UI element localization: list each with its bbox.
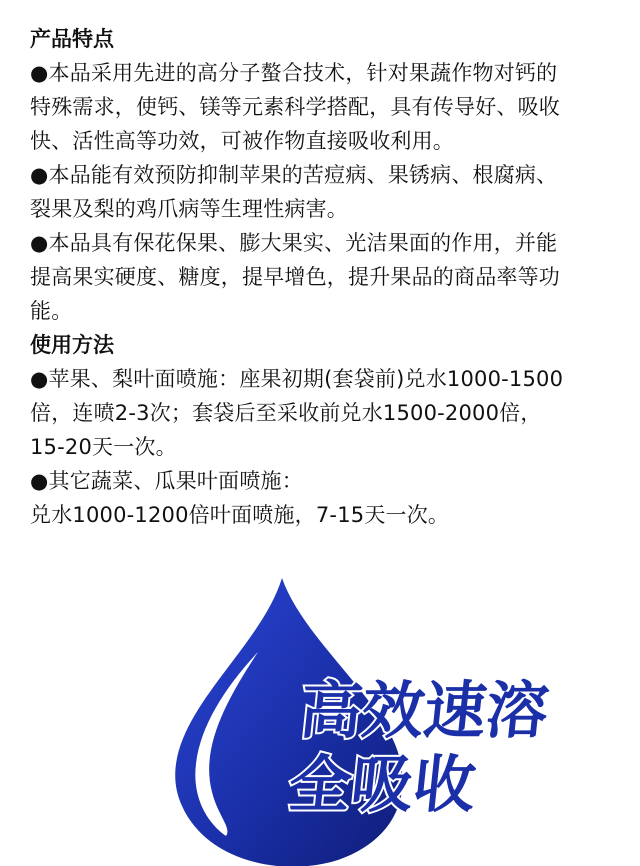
banner-line-2: 全吸收	[285, 748, 480, 821]
usage-paragraph-1	[30, 362, 626, 464]
features-paragraph-3	[30, 226, 626, 328]
text-line: 快、活性高等功效，可被作物直接吸收利用。	[30, 129, 454, 153]
product-description	[30, 22, 626, 532]
text-line: 兑水1000-1200倍叶面喷施，7-15天一次。	[30, 503, 450, 527]
water-drop-graphic	[0, 560, 640, 866]
text-line: ●苹果、梨叶面喷施：座果初期(套袋前)兑水1000-1500	[30, 367, 564, 391]
features-paragraph-1	[30, 56, 626, 158]
features-paragraph-2	[30, 158, 626, 226]
water-drop-icon	[0, 560, 640, 866]
banner-line-1: 高效速溶	[296, 674, 552, 747]
text-line: 特殊需求，使钙、镁等元素科学搭配，具有传导好、吸收	[30, 95, 560, 119]
text-line: ●本品能有效预防抑制苹果的苦痘病、果锈病、根腐病、	[30, 163, 558, 187]
text-line: ●其它蔬菜、瓜果叶面喷施：	[30, 469, 303, 493]
text-line: 能。	[30, 299, 73, 323]
text-line: 倍，连喷2-3次；套袋后至采收前兑水1500-2000倍，	[30, 401, 542, 425]
text-line: 15-20天一次。	[30, 435, 177, 459]
text-line: ●本品具有保花保果、膨大果实、光洁果面的作用，并能	[30, 231, 558, 255]
usage-paragraph-2	[30, 464, 626, 532]
text-line: ●本品采用先进的高分子螯合技术，针对果蔬作物对钙的	[30, 61, 558, 85]
usage-title: 使用方法	[30, 333, 114, 357]
text-line: 提高果实硬度、糖度，提早增色，提升果品的商品率等功	[30, 265, 560, 289]
features-title: 产品特点	[30, 27, 114, 51]
text-line: 裂果及梨的鸡爪病等生理性病害。	[30, 197, 348, 221]
